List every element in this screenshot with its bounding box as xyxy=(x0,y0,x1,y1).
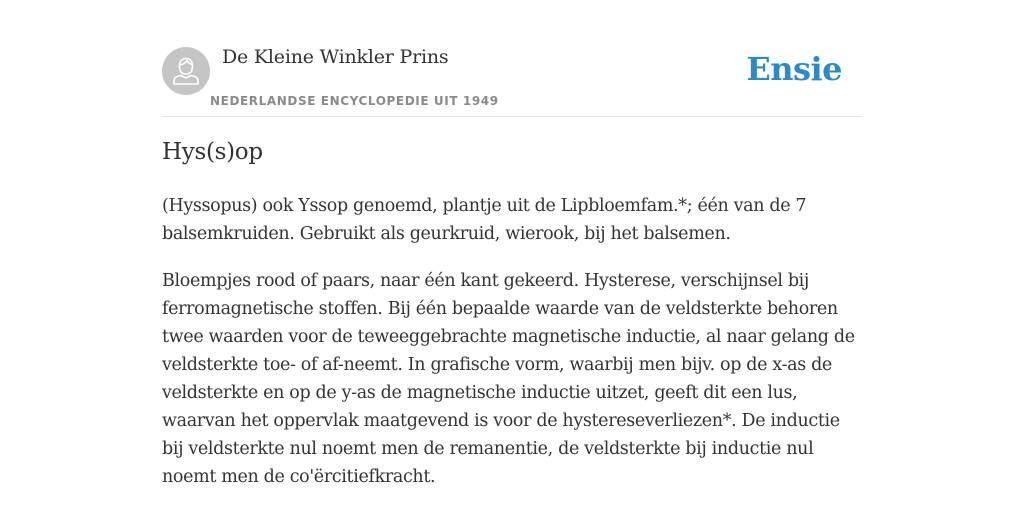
article-paragraph-2: Bloempjes rood of paars, naar één kant gekeerd. Hysterese, verschijnsel bij ferromagnetische stoffen. Bij één bepaalde waarde van de veldsterkte behoren twee waarden voor de teweeggebrachte magnetische inductie, al naar gelang de veldsterkte toe- of af-neemt. In grafische vorm, waarbij men bijv. op de x-as de veldsterkte en op de y-as de magnetische inductie uitzet, geeft dit een lus, waarvan het oppervlak maatgevend is voor de hystereseverliezen*. De inductie bij veldsterkte nul noemt men de remanentie, de veldsterkte bij inductie nul noemt men de co'ërcitiefkracht. xyxy=(162,271,855,487)
source-name[interactable]: De Kleine Winkler Prins xyxy=(222,46,449,68)
ensie-logo[interactable]: Ensie xyxy=(746,50,842,88)
article-header xyxy=(162,40,862,117)
article-title: Hys(s)op xyxy=(162,139,263,165)
article-paragraph-1: (Hyssopus) ook Yssop genoemd, plantje uit de Lipbloemfam.*; één van de 7 balsemkruiden. Gebruikt als geurkruid, wierook, bij het balsemen. xyxy=(162,196,807,244)
user-avatar-icon[interactable] xyxy=(162,47,210,95)
article-body xyxy=(162,192,862,510)
source-subtitle: NEDERLANDSE ENCYCLOPEDIE UIT 1949 xyxy=(210,94,499,108)
